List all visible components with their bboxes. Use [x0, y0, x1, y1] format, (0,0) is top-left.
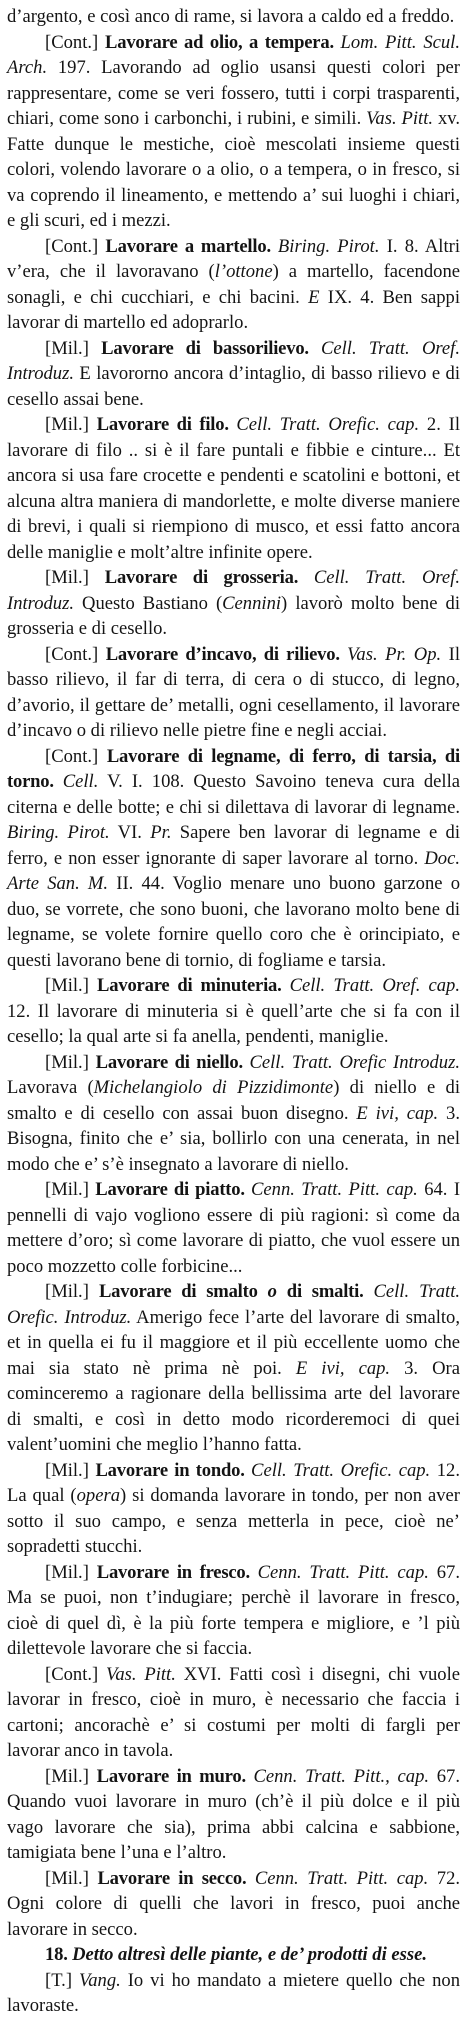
- dictionary-entry: [7, 1050, 460, 1178]
- dictionary-entry: [7, 336, 460, 413]
- entry-text-segment: 3. Bisogna, finito che e’ sia, bollirlo con una cenerata, in nel modo che e’ s’è insegnato a lavorare di niello.: [7, 1102, 460, 1175]
- dictionary-entry: [7, 1662, 460, 1764]
- entry-text-segment: Lavorare in fresco.: [96, 1561, 258, 1583]
- entry-text-segment: Cell.: [62, 771, 99, 792]
- entry-text-segment: [T.]: [45, 1969, 79, 1991]
- entry-text-segment: 64. I pennelli di vajo vogliono essere di più ragioni: sì come da mettere d’oro; sì come lavorare di piatto, che vuol essere un poco mozzetto colle forbicine...: [7, 1179, 461, 1277]
- dictionary-entry: [7, 30, 460, 234]
- entry-text-segment: Cell. Tratt. Oref. Introduz.: [7, 337, 460, 384]
- entry-text-segment: [Mil.]: [45, 567, 105, 588]
- entry-text-segment: Cenn. Tratt. Pitt. cap.: [254, 1867, 429, 1889]
- entry-text-segment: Amerigo fece l’arte del lavorare di smalto, et in quella ei fu il maggiore et il più eccellente uomo che mai sia stato nè prima nè poi.: [7, 1306, 460, 1379]
- entry-text-segment: ) di niello e di smalto e di cesello con assai buon disegno.: [7, 1077, 460, 1124]
- entry-text-segment: ) lavorò molto bene di grosseria e di cesello.: [7, 592, 460, 639]
- entry-text-segment: Cennini: [222, 592, 282, 614]
- entry-text-segment: [Mil.]: [45, 1459, 96, 1481]
- entry-text-segment: I. 8. Altri v’era, che il lavoravano (: [7, 235, 460, 282]
- entry-text-segment: 12. Il lavorare di minuteria si è quell’arte che si fa con il cesello; la qual arte si fa anella, pendenti, maniglie.: [7, 1000, 460, 1047]
- entry-text-segment: [Mil.]: [45, 1867, 98, 1889]
- entry-text-segment: Vas. Pitt.: [106, 1663, 176, 1685]
- entry-text-segment: E ivi, cap.: [295, 1357, 391, 1379]
- entry-text-segment: Lavorare di bassorilievo.: [101, 337, 321, 359]
- dictionary-entry: [7, 1279, 460, 1458]
- entry-text-segment: 12. La qual (: [7, 1459, 461, 1506]
- entry-text-segment: Lavorare d’incavo, di rilievo.: [105, 643, 348, 665]
- entry-text-segment: [Cont.]: [45, 31, 106, 53]
- entry-text-segment: V. I. 108. Questo Savoino teneva cura della citerna e delle botte; e chi si dilettava di lavorar di legname.: [7, 771, 460, 818]
- entry-text-segment: Lavorare di legname, di ferro, di tarsia, di torno.: [7, 745, 461, 792]
- entry-text-segment: Lavorare di niello.: [95, 1051, 250, 1073]
- entry-text-segment: Pr.: [150, 822, 172, 843]
- dictionary-entry: [7, 4, 460, 30]
- entry-text-segment: Lavorare in secco.: [97, 1867, 255, 1889]
- entry-text-segment: [Cont.]: [45, 745, 107, 767]
- entry-text-segment: [Mil.]: [45, 337, 102, 359]
- entry-text-segment: [Mil.]: [45, 975, 98, 996]
- entry-text-segment: Michelangiolo di Pizzidimonte: [93, 1077, 334, 1098]
- entry-text-segment: Lom. Pitt. Scul. Arch.: [7, 31, 460, 78]
- entry-text-segment: [Mil.]: [45, 1179, 96, 1200]
- entry-text-segment: di smalti.: [276, 1281, 374, 1302]
- entry-text-segment: Lavorare a martello.: [105, 235, 278, 257]
- entry-text-segment: Lavorava (: [7, 1077, 94, 1098]
- entry-text-segment: 67. Quando vuoi lavorare in muro (ch’è il più dolce e il più vago lavorare che sia), prima abbi calcina e sabbione, tamigiata bene l’una e l’altro.: [7, 1765, 461, 1863]
- dictionary-entry: [7, 973, 460, 1050]
- entry-text-segment: E lavororno ancora d’intaglio, di basso rilievo e di cesello assai bene.: [7, 363, 460, 410]
- entry-text-segment: Cell. Tratt. Oref. Introduz.: [7, 567, 461, 614]
- entry-text-segment: 3. Ora cominceremo a ragionare della bellissima arte del lavorare di smalti, e così in detto modo ricorderemoci di quei valent’uomini che meglio l’hanno fatta.: [7, 1357, 460, 1455]
- entry-text-segment: Lavorare in muro.: [96, 1765, 254, 1787]
- entry-text-segment: Questo Bastiano (: [73, 592, 223, 614]
- dictionary-entry: [7, 1177, 460, 1279]
- entry-text-segment: 72. Ogni colore di quelli che lavori in fresco, puoi anche lavorare in secco.: [7, 1867, 461, 1940]
- entry-text-segment: 18.: [45, 1944, 73, 1965]
- entry-text-segment: Cenn. Tratt. Pitt., cap.: [253, 1765, 430, 1787]
- entry-text-segment: Lavorare di smalto: [98, 1281, 268, 1302]
- dictionary-entry: [7, 1458, 460, 1560]
- entry-text-segment: opera: [76, 1485, 121, 1506]
- entry-text-segment: xv. Fatte dunque le mestiche, cioè mescolati insieme questi colori, volendo lavorare o a olio, o a tempera, o in fresco, si va coprendo il lineamento, e mettendo a’ sui luoghi i chiari, e gli scuri, ed i mezzi.: [7, 108, 460, 231]
- dictionary-entry: [7, 642, 460, 744]
- entry-text-segment: [Cont.]: [45, 1663, 107, 1685]
- entry-text-segment: [Mil.]: [45, 1561, 97, 1583]
- entry-text-segment: Io vi ho mandato a mietere quello che non lavoraste.: [7, 1969, 460, 2016]
- entry-text-segment: Cenn. Tratt. Pitt. cap.: [257, 1561, 429, 1583]
- entry-text-segment: Cell. Tratt. Orefic Introduz.: [249, 1051, 460, 1073]
- entry-text-segment: Biring. Pirot.: [7, 822, 110, 843]
- entry-text-segment: Lavorare di grosseria.: [104, 567, 314, 588]
- entry-text-segment: Sapere ben lavorar di legname e di ferro, e non esser ignorante di saper lavorare al torno.: [7, 822, 460, 869]
- dictionary-entry: [7, 234, 460, 336]
- entry-text-segment: E: [308, 286, 320, 308]
- dictionary-entry: [7, 1764, 460, 1866]
- entry-text-segment: IX. 4. Ben sappi lavorar di martello ed adoprarlo.: [7, 286, 460, 333]
- dictionary-entry: [7, 744, 460, 974]
- entry-text-segment: Vas. Pitt.: [366, 108, 434, 129]
- entry-text-segment: [Mil.]: [45, 1281, 99, 1302]
- entry-text-segment: [Cont.]: [45, 235, 106, 257]
- entry-text-segment: ) si domanda lavorare in tondo, per non aver sotto il suo campo, e senza metterla in pece, cioè ne’ sopradetti stucchi.: [7, 1485, 460, 1557]
- entry-text-segment: Detto altresì delle piante, e de’ prodotti di esse.: [72, 1944, 428, 1965]
- entry-text-segment: II. 44. Voglio menare uno buono garzone o duo, se vorrete, che sono buoni, che lavorano molto bene di legname, se volete fornire quello coro che è orincipiato, e questi lavorano bene di tornio, di fogliame e tarsia.: [7, 873, 460, 971]
- entry-text-segment: ) a martello, facendone sonagli, e chi cucchiari, e chi bacini.: [7, 261, 460, 308]
- entry-text-segment: l’ottone: [214, 261, 273, 282]
- entry-text-segment: Doc. Arte San. M.: [7, 847, 460, 894]
- dictionary-entry: [7, 565, 460, 642]
- entry-text-segment: [Cont.]: [45, 643, 106, 665]
- dictionary-entry: [7, 1942, 460, 1968]
- entry-text-segment: Vang.: [78, 1969, 121, 1991]
- entry-text-segment: 67. Ma se puoi, non t’indugiare; perchè il lavorare in fresco, cioè di quel dì, è la più forte tempera e migliore, e ’l più dilettevole lavorare che si faccia.: [7, 1561, 460, 1659]
- entry-text-segment: Cell. Tratt. Orefic. cap.: [236, 414, 420, 435]
- entry-text-segment: Cenn. Tratt. Pitt. cap.: [251, 1179, 418, 1200]
- entry-text-segment: [Mil.]: [45, 1765, 97, 1787]
- entry-text-segment: VI.: [109, 822, 151, 843]
- entry-text-segment: [Mil.]: [45, 1051, 96, 1073]
- entry-text-segment: Lavorare di filo.: [96, 414, 237, 435]
- dictionary-entry: [7, 412, 460, 565]
- entry-text-segment: Cell. Tratt. Oref. cap.: [289, 975, 460, 996]
- entry-text-segment: Lavorare ad olio, a tempera.: [105, 31, 341, 53]
- entry-text-segment: 197. Lavorando ad oglio usansi questi colori per rappresentare, come se veri fossero, tutti i corpi trasparenti, chiari, come sono i carbonchi, i rubini, e simili.: [7, 57, 460, 129]
- entry-text-segment: Biring. Pirot.: [277, 235, 380, 257]
- dictionary-entry: [7, 1866, 460, 1943]
- entry-text-segment: o: [267, 1281, 277, 1302]
- entry-text-segment: 2. Il lavorare di filo .. si è il fare puntali e fibbie e cinture... Et ancora si usa fare crocette e pendenti e scatolini e bottoni, et alcuna altra maniera di mandorlette, e molte diverse maniere di brevi, i quali si riempiono di musco, et essi fatto ancora delle maniglie e molt’altre infinite opere.: [7, 414, 460, 563]
- dictionary-entry: [7, 1968, 460, 2019]
- dictionary-entry: [7, 1560, 460, 1662]
- entry-text-segment: Cell. Tratt. Orefic. Introduz.: [7, 1281, 461, 1328]
- entry-text-segment: d’argento, e così anco di rame, si lavora a caldo ed a freddo.: [7, 6, 455, 27]
- entry-text-segment: E ivi, cap.: [356, 1102, 439, 1124]
- entry-text-segment: Lavorare di minuteria.: [97, 975, 290, 996]
- entry-text-segment: XVI. Fatti così i disegni, chi vuole lavorar in fresco, cioè in muro, è necessario che faccia i cartoni; ancorachè e’ si costumi per molti di fargli per lavorar anco in tavola.: [7, 1663, 460, 1761]
- entry-text-segment: Lavorare in tondo.: [95, 1459, 252, 1481]
- entry-text-segment: Vas. Pr. Op.: [347, 643, 442, 665]
- entry-text-segment: [Mil.]: [45, 414, 97, 435]
- entry-text-segment: Lavorare di piatto.: [95, 1179, 252, 1200]
- entry-text-segment: Il basso rilievo, il far di terra, di cera o di stucco, di legno, d’avorio, il gettare de’ metalli, ogni cesellamento, il lavorare d’incavo o di rilievo nelle pietre fine e negli acciai.: [7, 643, 460, 741]
- entry-text-segment: Cell. Tratt. Orefic. cap.: [251, 1459, 431, 1481]
